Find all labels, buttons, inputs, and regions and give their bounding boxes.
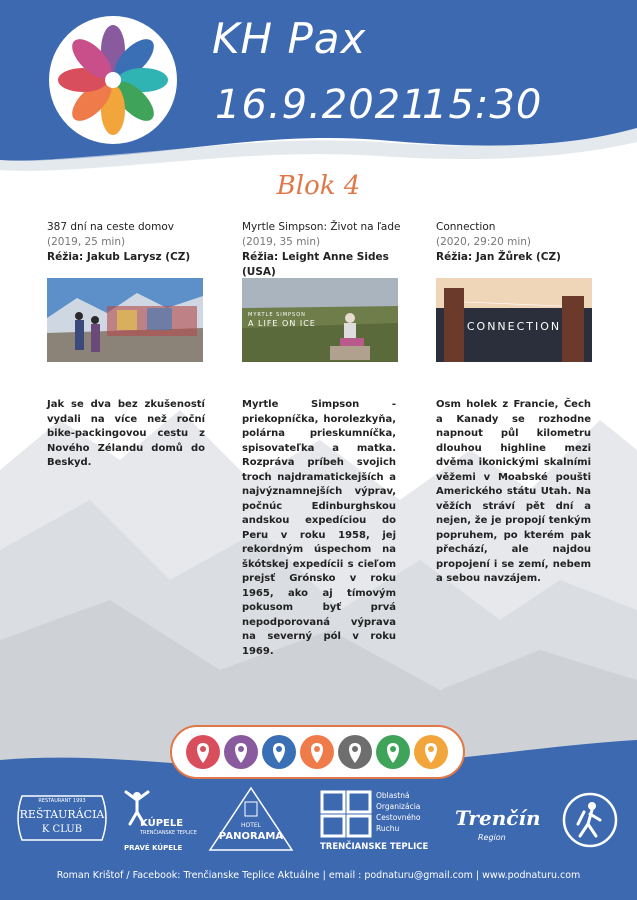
festival-pin-2 xyxy=(224,735,258,769)
hotel-word: HOTEL xyxy=(240,822,262,829)
film-director: Réžia: Jan Žůrek (CZ) xyxy=(436,251,561,263)
oocr-line-3: Cestovného xyxy=(376,813,421,822)
festival-pin-1 xyxy=(186,735,220,769)
film-meta: (2019, 35 min) xyxy=(242,236,321,248)
film-photo-1 xyxy=(47,278,203,362)
kupele-motto: PRAVÉ KÚPELE xyxy=(124,844,183,852)
festival-pin-3 xyxy=(262,735,296,769)
festival-pin-5 xyxy=(338,735,372,769)
film-title: Myrtle Simpson: Život na ľade xyxy=(242,221,401,233)
film-card-2 xyxy=(242,220,417,280)
kupele-sub: TRENČIANSKE TEPLICE xyxy=(140,830,197,836)
kupele-name: KÚPELE xyxy=(140,818,184,829)
trencin-logo: Trenčín xyxy=(455,806,541,830)
film-meta: (2019, 25 min) xyxy=(47,236,126,248)
film-director: Réžia: Jakub Larysz (CZ) xyxy=(47,251,191,263)
film-description-1: Jak se dva bez zkušeností vydali na více než roční bike-packingovou cestu z Nového Zélandu domů do Beskyd. xyxy=(47,399,205,468)
event-time: 15:30 xyxy=(422,82,543,128)
film-description-3: Osm holek z Francie, Čech a Kanady se rozhodne napnout půl kilometru dlouhou highline mezi dvěma ikonickými skalními věžemi v Moabské poušti Amerického státu Utah. Na věžích stráví pět dní a nejen, že je propojí tenkým popruhem, po kterém pak přechází, ale najdou propojení i se zemí, nebem a sebou navzájem. xyxy=(436,399,591,584)
film-card-3 xyxy=(436,220,598,265)
festival-pin-7 xyxy=(414,735,448,769)
oocr-line-1: Oblastná xyxy=(376,791,410,800)
section-title: Blok 4 xyxy=(276,171,361,201)
oocr-text xyxy=(376,790,420,834)
credits-line: Roman Krištof / Facebook: Trenčianske Teplice Aktuálne | email : podnaturu@gmail.com | www.podnaturu.com xyxy=(56,870,581,881)
oocr-logo-icon xyxy=(320,790,372,838)
festival-logo-icon xyxy=(48,15,178,145)
restaurant-sub: K CLUB xyxy=(41,824,83,835)
film-photo-3 xyxy=(436,278,592,362)
film-photo-2 xyxy=(242,278,398,362)
hotel-name: PANORAMA xyxy=(218,831,284,842)
oocr-line-2: Organizácia xyxy=(376,802,421,811)
event-name: KH Pax xyxy=(212,14,367,63)
film-director: Réžia: Leight Anne Sides (USA) xyxy=(242,251,389,278)
film-description-2: Myrtle Simpson - priekopníčka, horolezkyňa, polárna prieskumníčka, spisovateľka a matka. Rozpráva príbeh svojich troch najdramatickejších a najvýznamnejších výprav, počnúc Edinburghskou andskou expedíciou do Peru v roku 1958, jej rekordným úspechom na škótskej expedícii s cieľom prejsť Grónsko v roku 1965, ako aj tímovým pokusom byť prvá nepodporovaná výprava na severný pól v roku 1969. xyxy=(242,399,396,657)
film-meta: (2020, 29:20 min) xyxy=(436,236,531,248)
restaurant-top: RESTAURANT 1993 xyxy=(38,798,86,804)
hotel-panorama-logo xyxy=(206,784,296,854)
poster-text: A LIFE ON ICE xyxy=(248,319,316,328)
oocr-line-4: Ruchu xyxy=(376,824,400,833)
trencin-sub: Region xyxy=(478,833,506,842)
poster-subtext: MYRTLE SIMPSON xyxy=(248,312,306,318)
hiker-logo-icon xyxy=(562,792,618,848)
festival-pin-6 xyxy=(376,735,410,769)
restaurant-name: REŠTAURÁCIA xyxy=(19,808,105,821)
film-card-1 xyxy=(47,220,209,265)
poster-text: CONNECTION xyxy=(466,320,562,333)
film-title: 387 dní na ceste domov xyxy=(47,221,174,233)
festival-pins-bar xyxy=(170,725,465,779)
festival-pin-4 xyxy=(300,735,334,769)
oocr-city: TRENČIANSKE TEPLICE xyxy=(320,842,429,852)
film-title: Connection xyxy=(436,221,496,233)
event-date: 16.9.2021 xyxy=(215,82,428,128)
